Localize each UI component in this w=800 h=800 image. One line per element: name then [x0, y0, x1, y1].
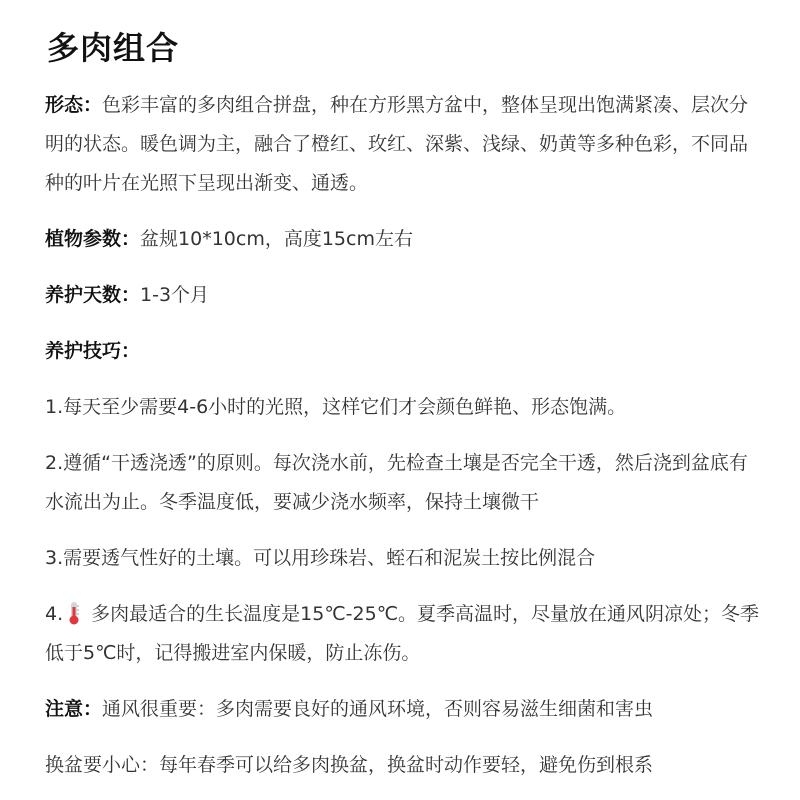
shape-label: 形态： [45, 94, 103, 116]
repot-paragraph: 换盆要小心：每年春季可以给多肉换盆，换盆时动作要轻，避免伤到根系 [45, 754, 654, 776]
tip-item-4-text: 多肉最适合的生长温度是15℃-25℃。夏季高温时，尽量放在通风阴凉处；冬季低于5℃时，记得搬进室内保暖，防止冻伤。 [45, 603, 760, 664]
shape-text: 色彩丰富的多肉组合拼盘，种在方形黑方盆中，整体呈现出饱满紧凑、层次分明的状态。暖色调为主，融合了橙红、玫红、深紫、浅绿、奶黄等多种色彩，不同品种的叶片在光照下呈现出渐变、通透。 [45, 94, 749, 194]
page-title: 多肉组合 [47, 29, 180, 67]
notice-paragraph [45, 690, 764, 729]
thermometer-icon [67, 600, 81, 624]
notice-label: 注意： [45, 698, 103, 720]
tip-item-4-prefix: 4. [45, 603, 64, 625]
params-paragraph [45, 220, 764, 259]
tip-item-4 [45, 595, 764, 673]
tip-item-3: 3.需要透气性好的土壤。可以用珍珠岩、蛭石和泥炭土按比例混合 [45, 547, 596, 569]
params-label: 植物参数： [45, 228, 141, 250]
tip-item-1: 1.每天至少需要4-6小时的光照，这样它们才会颜色鲜艳、形态饱满。 [45, 396, 627, 418]
params-text: 盆规10*10cm，高度15cm左右 [140, 228, 413, 250]
notice-text: 通风很重要：多肉需要良好的通风环境，否则容易滋生细菌和害虫 [102, 698, 654, 720]
tips-heading: 养护技巧： [45, 340, 141, 362]
shape-paragraph [45, 86, 764, 203]
days-text: 1-3个月 [140, 284, 210, 306]
days-label: 养护天数： [45, 284, 141, 306]
days-paragraph [45, 276, 764, 315]
tip-item-2: 2.遵循“干透浇透”的原则。每次浇水前，先检查土壤是否完全干透，然后浇到盆底有水流出为止。冬季温度低，要减少浇水频率，保持土壤微干 [45, 452, 748, 513]
